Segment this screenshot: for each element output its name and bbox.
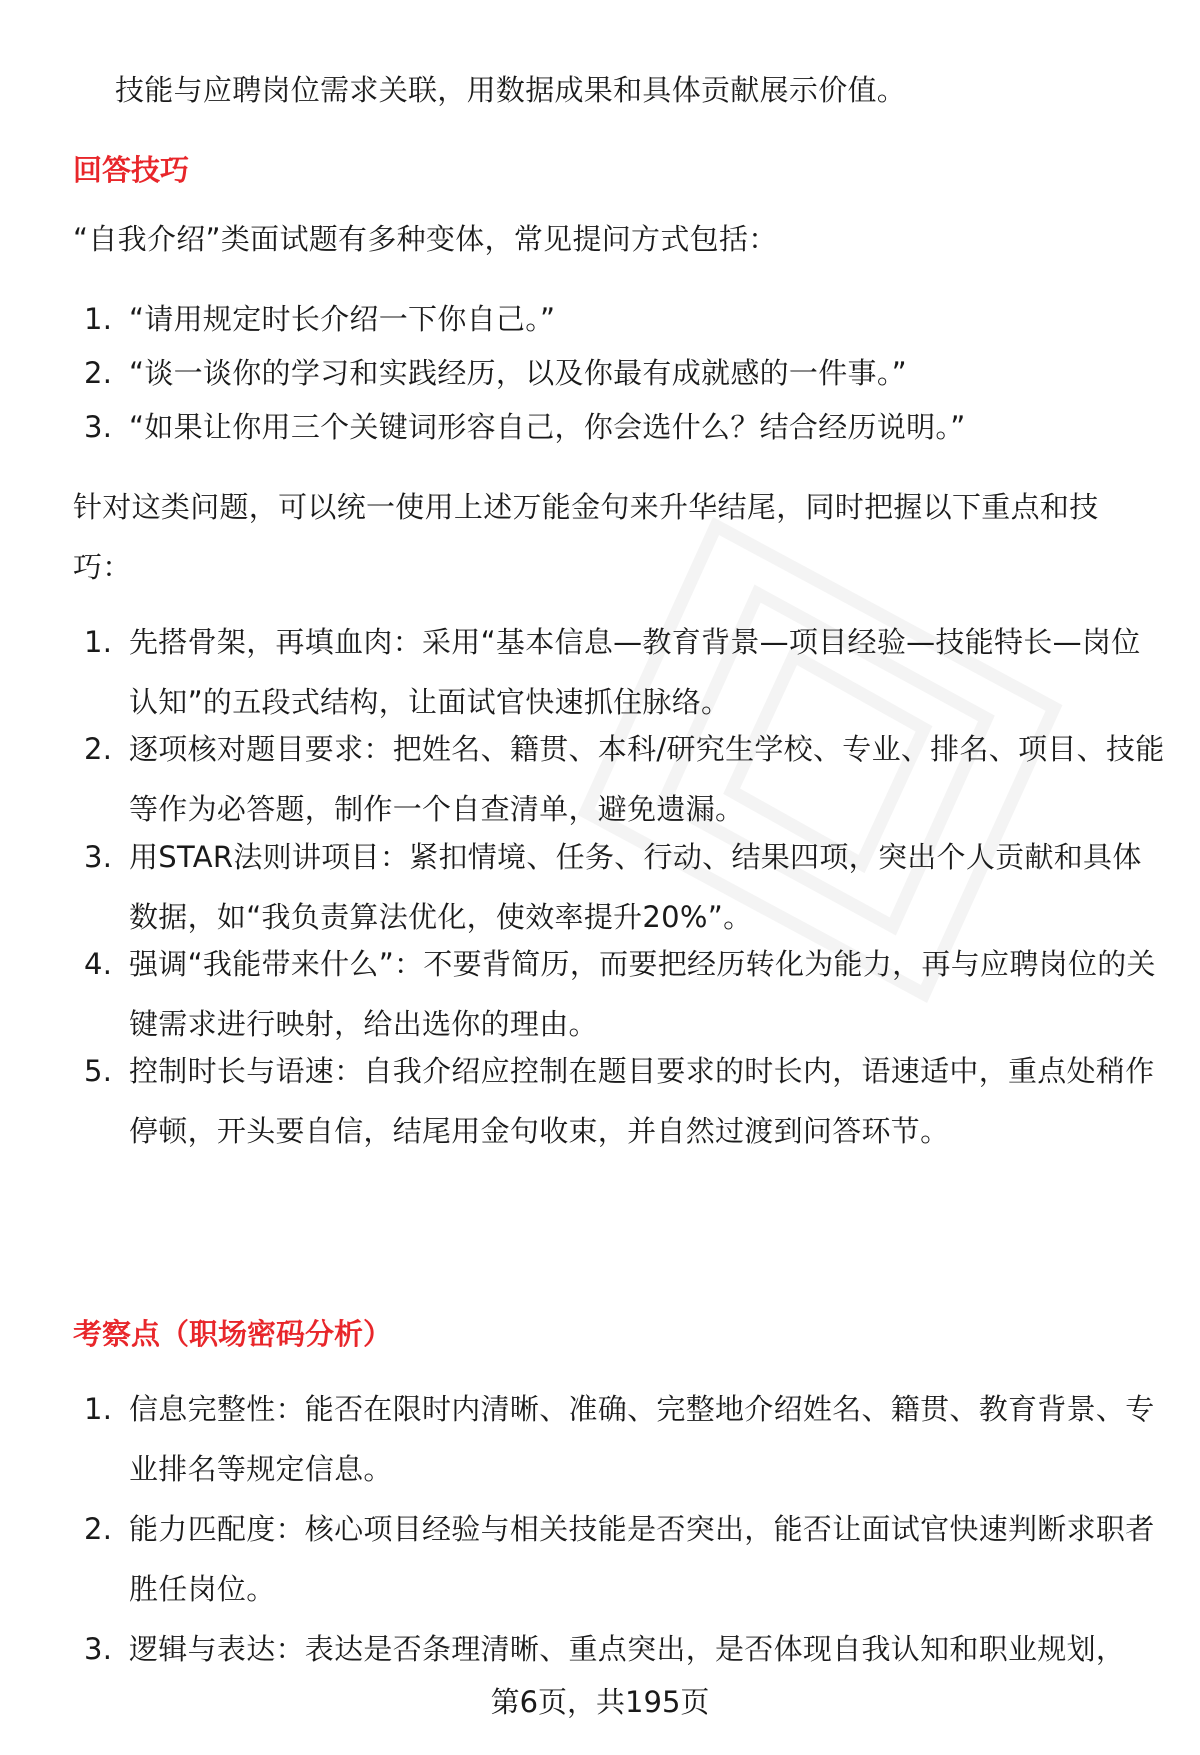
list-item — [84, 719, 1164, 839]
list-number: 4. — [84, 947, 113, 981]
list-item — [84, 1041, 1164, 1161]
list-item-text: 强调“我能带来什么”：不要背简历，而要把经历转化为能力，再与应聘岗位的关键需求进行映射，给出选你的理由。 — [129, 947, 1156, 1041]
intro-line: 技能与应聘岗位需求关联，用数据成果和具体贡献展示价值。 — [115, 73, 907, 107]
list-item-text: “请用规定时长介绍一下你自己。” — [129, 302, 556, 336]
list-number: 2. — [84, 732, 113, 766]
list-number: 3. — [84, 840, 113, 874]
list-item-text: 逻辑与表达：表达是否条理清晰、重点突出，是否体现自我认知和职业规划， — [129, 1632, 1126, 1666]
list-number: 2. — [84, 1512, 113, 1546]
list-item — [84, 343, 1164, 403]
list-number: 1. — [84, 1392, 113, 1426]
list-item-text: 能力匹配度：核心项目经验与相关技能是否突出，能否让面试官快速判断求职者胜任岗位。 — [129, 1512, 1155, 1606]
list-item — [84, 289, 1164, 349]
list-item — [84, 934, 1164, 1054]
list-item — [84, 397, 1164, 457]
list-item — [84, 1379, 1164, 1499]
list-item — [84, 1499, 1164, 1619]
heading-assessment-points: 考察点（职场密码分析） — [73, 1317, 393, 1351]
list-item-text: “谈一谈你的学习和实践经历，以及你最有成就感的一件事。” — [129, 356, 907, 390]
page-number-footer: 第6页，共195页 — [490, 1685, 710, 1719]
list-item-text: 逐项核对题目要求：把姓名、籍贯、本科/研究生学校、专业、排名、项目、技能等作为必答题，制作一个自查清单，避免遗漏。 — [129, 732, 1165, 826]
list-number: 1. — [84, 625, 113, 659]
list-item-text: 控制时长与语速：自我介绍应控制在题目要求的时长内，语速适中，重点处稍作停顿，开头要自信，结尾用金句收束，并自然过渡到问答环节。 — [129, 1054, 1155, 1148]
heading-answer-tips: 回答技巧 — [73, 153, 190, 187]
transition-paragraph: 针对这类问题，可以统一使用上述万能金句来升华结尾，同时把握以下重点和技巧： — [73, 490, 1099, 584]
list-number: 3. — [84, 410, 113, 444]
list-item — [84, 827, 1164, 947]
list-item-text: “如果让你用三个关键词形容自己，你会选什么？结合经历说明。” — [129, 410, 966, 444]
list-item — [84, 612, 1164, 732]
list-number: 1. — [84, 302, 113, 336]
list-number: 3. — [84, 1632, 113, 1666]
list-item-text: 用STAR法则讲项目：紧扣情境、任务、行动、结果四项，突出个人贡献和具体数据，如“我负责算法优化，使效率提升20%”。 — [129, 840, 1142, 934]
list-item — [84, 1619, 1164, 1679]
list-number: 5. — [84, 1054, 113, 1088]
list-number: 2. — [84, 356, 113, 390]
list-item-text: 信息完整性：能否在限时内清晰、准确、完整地介绍姓名、籍贯、教育背景、专业排名等规定信息。 — [129, 1392, 1155, 1486]
lead-paragraph: “自我介绍”类面试题有多种变体，常见提问方式包括： — [73, 222, 778, 256]
list-item-text: 先搭骨架，再填血肉：采用“基本信息—教育背景—项目经验—技能特长—岗位认知”的五段式结构，让面试官快速抓住脉络。 — [129, 625, 1141, 719]
